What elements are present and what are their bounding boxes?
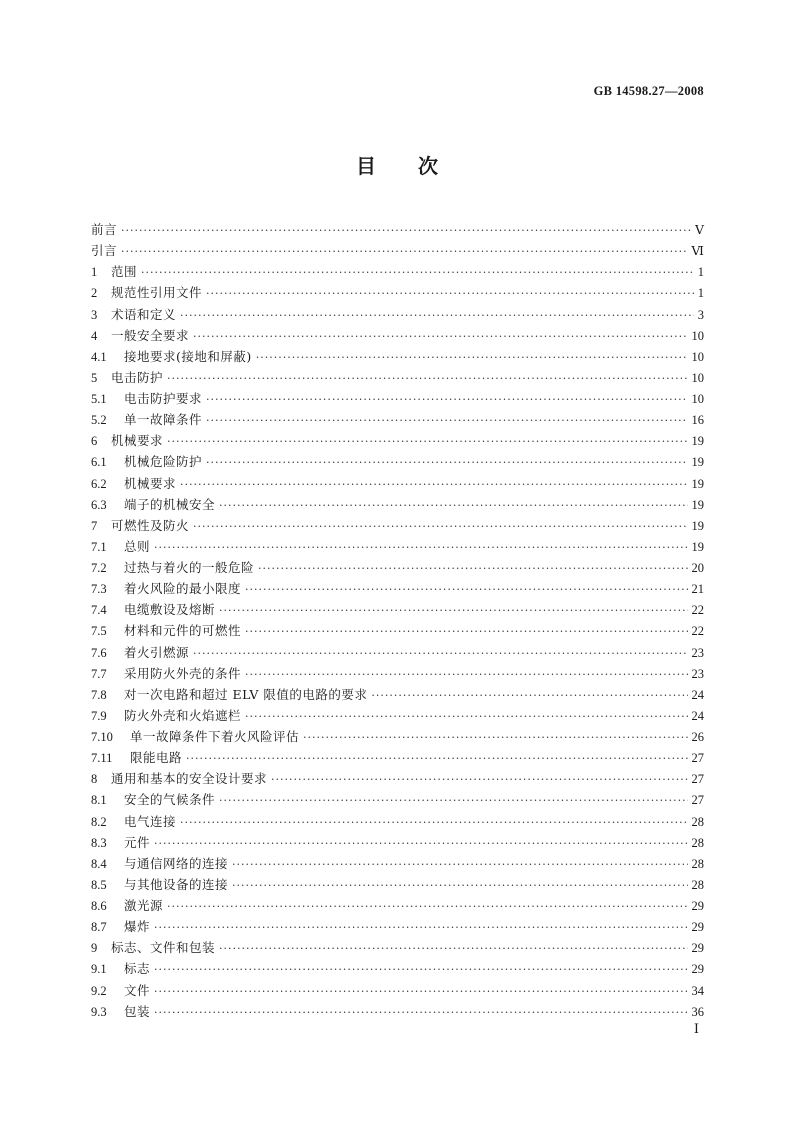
toc-entry-number: 7.9 bbox=[91, 708, 107, 723]
toc-entry-number: 5 bbox=[91, 370, 98, 385]
toc-entry-number: 7.4 bbox=[91, 603, 107, 618]
toc-leader-dots bbox=[193, 643, 687, 664]
toc-entry[interactable] bbox=[91, 325, 704, 346]
toc-leader-dots bbox=[219, 495, 687, 516]
toc-leader-dots bbox=[193, 326, 687, 347]
toc-entry-page: 28 bbox=[691, 877, 704, 892]
toc-entry-page: 10 bbox=[691, 328, 704, 343]
toc-entry[interactable] bbox=[91, 663, 704, 684]
toc-entry-title: 端子的机械安全 bbox=[124, 496, 216, 512]
toc-entry-title: 接地要求(接地和屏蔽) bbox=[124, 348, 252, 364]
toc-entry-number: 9 bbox=[91, 941, 98, 956]
toc-entry-title: 标志 bbox=[124, 961, 151, 977]
toc-entry[interactable] bbox=[91, 430, 704, 451]
toc-entry[interactable] bbox=[91, 726, 704, 747]
toc-leader-dots bbox=[154, 917, 687, 938]
toc-entry-page: 23 bbox=[691, 645, 704, 660]
toc-entry-title: 一般安全要求 bbox=[111, 327, 190, 343]
toc-entry-number: 6.2 bbox=[91, 476, 107, 491]
toc-entry-title: 前言 bbox=[91, 222, 118, 237]
toc-entry[interactable] bbox=[91, 895, 704, 916]
toc-leader-dots bbox=[154, 1002, 687, 1023]
toc-entry[interactable] bbox=[91, 853, 704, 874]
toc-entry-page: 16 bbox=[691, 413, 704, 428]
toc-leader-dots bbox=[180, 812, 687, 833]
toc-entry-number: 4 bbox=[91, 328, 98, 343]
toc-entry[interactable] bbox=[91, 747, 704, 768]
toc-entry-number: 7.1 bbox=[91, 539, 107, 554]
toc-entry[interactable] bbox=[91, 789, 704, 810]
toc-leader-dots bbox=[271, 769, 687, 790]
toc-leader-dots bbox=[245, 706, 687, 727]
toc-leader-dots bbox=[180, 305, 694, 326]
toc-entry-number: 4.1 bbox=[91, 349, 107, 364]
toc-entry[interactable] bbox=[91, 620, 704, 641]
toc-entry-page: 29 bbox=[691, 941, 704, 956]
toc-entry-number: 6.3 bbox=[91, 497, 107, 512]
toc-entry[interactable] bbox=[91, 768, 704, 789]
toc-entry-title: 文件 bbox=[124, 982, 151, 998]
toc-entry-number: 8.6 bbox=[91, 899, 107, 913]
toc-entry-title: 与通信网络的连接 bbox=[124, 855, 229, 871]
toc-entry[interactable] bbox=[91, 261, 704, 282]
toc-entry[interactable] bbox=[91, 916, 704, 937]
toc-entry-page: 28 bbox=[691, 814, 704, 829]
toc-entry-page: 19 bbox=[691, 476, 704, 491]
toc-entry-title: 安全的气候条件 bbox=[124, 792, 216, 808]
toc-leader-dots bbox=[206, 452, 687, 473]
toc-entry[interactable] bbox=[91, 958, 704, 979]
toc-entry[interactable] bbox=[91, 304, 704, 325]
toc-leader-dots bbox=[232, 875, 687, 896]
toc-leader-dots bbox=[154, 959, 687, 980]
toc-entry-page: 1 bbox=[697, 286, 704, 301]
toc-entry-title: 范围 bbox=[111, 264, 138, 280]
toc-leader-dots bbox=[186, 748, 687, 769]
toc-entry-number: 9.2 bbox=[91, 983, 107, 998]
toc-leader-dots bbox=[371, 685, 687, 706]
toc-entry[interactable] bbox=[91, 388, 704, 409]
toc-entry-page: 29 bbox=[691, 920, 704, 935]
toc-entry[interactable] bbox=[91, 451, 704, 472]
toc-entry-number: 7.7 bbox=[91, 666, 107, 681]
toc-entry-title: 标志、文件和包装 bbox=[111, 940, 216, 956]
toc-entry[interactable] bbox=[91, 980, 704, 1001]
toc-entry[interactable] bbox=[91, 346, 704, 367]
toc-entry-number: 9.1 bbox=[91, 962, 107, 977]
toc-entry-page: 10 bbox=[691, 392, 704, 406]
toc-entry-page: Ⅵ bbox=[691, 244, 704, 259]
toc-leader-dots bbox=[245, 664, 687, 685]
toc-entry-title: 着火风险的最小限度 bbox=[124, 581, 242, 597]
toc-entry-page: 10 bbox=[691, 370, 704, 385]
toc-entry[interactable] bbox=[91, 642, 704, 663]
toc-entry-title: 限能电路 bbox=[130, 750, 183, 766]
toc-entry-title: 防火外壳和火焰遮栏 bbox=[124, 707, 242, 723]
toc-entry-title: 与其他设备的连接 bbox=[124, 876, 229, 892]
toc-entry-page: 19 bbox=[691, 497, 704, 512]
toc-entry[interactable] bbox=[91, 578, 704, 599]
toc-leader-dots bbox=[303, 727, 687, 748]
toc-entry[interactable] bbox=[91, 811, 704, 832]
toc-entry-title: 激光源 bbox=[124, 898, 164, 913]
toc-leader-dots bbox=[219, 600, 687, 621]
toc-leader-dots bbox=[232, 854, 687, 875]
toc-entry-title: 电气连接 bbox=[124, 813, 177, 829]
toc-entry-title: 引言 bbox=[91, 243, 118, 259]
toc-entry[interactable] bbox=[91, 1001, 704, 1022]
toc-entry-page: 19 bbox=[691, 539, 704, 554]
toc-entry-page: 21 bbox=[691, 582, 704, 597]
toc-entry-number: 8.1 bbox=[91, 793, 107, 808]
toc-entry-page: 28 bbox=[691, 856, 704, 871]
toc-entry-number: 8.5 bbox=[91, 877, 107, 892]
toc-leader-dots bbox=[154, 833, 687, 854]
toc-entry-number: 9.3 bbox=[91, 1004, 107, 1019]
toc-entry[interactable] bbox=[91, 515, 704, 536]
toc-leader-dots bbox=[121, 241, 687, 262]
toc-entry-title: 规范性引用文件 bbox=[111, 285, 203, 301]
toc-leader-dots bbox=[121, 220, 691, 241]
toc-entry-title: 机械危险防护 bbox=[124, 454, 203, 470]
toc-leader-dots bbox=[167, 368, 687, 389]
toc-entry-number: 8.7 bbox=[91, 920, 107, 935]
toc-leader-dots bbox=[206, 410, 687, 431]
toc-entry-page: Ⅴ bbox=[694, 223, 704, 237]
toc-entry-title: 术语和定义 bbox=[111, 306, 177, 322]
toc-entry-number: 7 bbox=[91, 518, 98, 533]
toc-entry-page: 19 bbox=[691, 455, 704, 470]
toc-entry-number: 7.3 bbox=[91, 582, 107, 597]
toc-entry-page: 24 bbox=[691, 708, 704, 723]
toc-entry-page: 3 bbox=[697, 307, 704, 322]
toc-leader-dots bbox=[219, 790, 687, 811]
toc-entry-page: 19 bbox=[691, 434, 704, 449]
toc-entry[interactable] bbox=[91, 409, 704, 430]
toc-entry-number: 7.11 bbox=[91, 751, 113, 766]
toc-entry[interactable] bbox=[91, 832, 704, 853]
toc-entry-title: 电击防护 bbox=[111, 369, 164, 385]
toc-entry-number: 6 bbox=[91, 434, 98, 449]
toc-leader-dots bbox=[141, 262, 694, 283]
toc-entry-number: 3 bbox=[91, 307, 98, 322]
toc-entry[interactable] bbox=[91, 557, 704, 578]
toc-leader-dots bbox=[180, 474, 687, 495]
toc-leader-dots bbox=[193, 516, 687, 537]
toc-leader-dots bbox=[167, 896, 687, 917]
toc-entry-page: 23 bbox=[691, 666, 704, 681]
toc-entry-page: 26 bbox=[691, 730, 704, 744]
toc-entry-title: 材料和元件的可燃性 bbox=[124, 623, 242, 639]
toc-entry[interactable] bbox=[91, 473, 704, 494]
table-of-contents bbox=[91, 219, 704, 1022]
toc-entry[interactable] bbox=[91, 874, 704, 895]
toc-entry-page: 28 bbox=[691, 835, 704, 850]
toc-leader-dots bbox=[256, 347, 688, 368]
toc-entry-page: 27 bbox=[691, 772, 704, 787]
toc-entry-title: 机械要求 bbox=[111, 433, 164, 449]
toc-entry[interactable] bbox=[91, 367, 704, 388]
toc-entry-title: 包装 bbox=[124, 1003, 151, 1019]
toc-entry-title: 电击防护要求 bbox=[124, 391, 203, 406]
toc-entry[interactable] bbox=[91, 536, 704, 557]
toc-leader-dots bbox=[245, 579, 687, 600]
toc-entry-title: 采用防火外壳的条件 bbox=[124, 665, 242, 681]
toc-entry-title: 过热与着火的一般危险 bbox=[124, 560, 255, 575]
toc-entry-title: 单一故障条件下着火风险评估 bbox=[130, 729, 300, 744]
toc-entry[interactable] bbox=[91, 219, 704, 240]
toc-entry-page: 27 bbox=[691, 751, 704, 766]
toc-entry[interactable] bbox=[91, 599, 704, 620]
toc-entry-page: 19 bbox=[691, 518, 704, 533]
toc-entry-number: 7.2 bbox=[91, 561, 107, 575]
toc-entry[interactable] bbox=[91, 684, 704, 705]
toc-leader-dots bbox=[219, 938, 687, 959]
toc-leader-dots bbox=[154, 537, 687, 558]
toc-entry-number: 8.3 bbox=[91, 835, 107, 850]
toc-entry-number: 8.2 bbox=[91, 814, 107, 829]
toc-entry-title: 对一次电路和超过 ELV 限值的电路的要求 bbox=[124, 686, 368, 702]
toc-entry-page: 29 bbox=[691, 962, 704, 977]
toc-leader-dots bbox=[206, 389, 687, 410]
toc-entry-title: 机械要求 bbox=[124, 475, 177, 491]
toc-leader-dots bbox=[258, 558, 687, 579]
toc-entry-title: 元件 bbox=[124, 834, 151, 850]
toc-entry-number: 8 bbox=[91, 772, 98, 787]
toc-entry[interactable] bbox=[91, 240, 704, 261]
toc-entry-title: 爆炸 bbox=[124, 919, 151, 935]
toc-entry-page: 20 bbox=[691, 561, 704, 575]
toc-entry-title: 总则 bbox=[124, 538, 151, 554]
toc-entry[interactable] bbox=[91, 705, 704, 726]
toc-entry-page: 22 bbox=[691, 624, 704, 639]
toc-entry-number: 7.10 bbox=[91, 730, 113, 744]
toc-entry-number: 1 bbox=[91, 265, 98, 280]
toc-entry-page: 1 bbox=[697, 265, 704, 280]
toc-entry-title: 单一故障条件 bbox=[124, 412, 203, 428]
toc-entry-page: 34 bbox=[691, 983, 704, 998]
toc-entry-number: 7.6 bbox=[91, 645, 107, 660]
toc-entry-number: 7.8 bbox=[91, 687, 107, 702]
toc-entry-number: 6.1 bbox=[91, 455, 107, 470]
toc-entry-page: 29 bbox=[691, 899, 704, 913]
toc-entry-number: 7.5 bbox=[91, 624, 107, 639]
toc-leader-dots bbox=[167, 431, 687, 452]
toc-entry-page: 24 bbox=[691, 687, 704, 702]
toc-entry-number: 5.2 bbox=[91, 413, 107, 428]
toc-entry-page: 36 bbox=[691, 1004, 704, 1019]
toc-leader-dots bbox=[245, 621, 687, 642]
toc-entry[interactable] bbox=[91, 937, 704, 958]
toc-entry[interactable] bbox=[91, 282, 704, 303]
toc-leader-dots bbox=[154, 981, 687, 1002]
toc-entry-page: 27 bbox=[691, 793, 704, 808]
toc-entry-number: 2 bbox=[91, 286, 98, 301]
toc-leader-dots bbox=[206, 283, 694, 304]
toc-entry-number: 5.1 bbox=[91, 392, 107, 406]
toc-entry-title: 可燃性及防火 bbox=[111, 517, 190, 533]
toc-entry-title: 电缆敷设及熔断 bbox=[124, 602, 216, 618]
page-title: 目次 bbox=[356, 154, 480, 178]
toc-entry-title: 通用和基本的安全设计要求 bbox=[111, 771, 268, 787]
page-number: Ⅰ bbox=[693, 1021, 699, 1036]
toc-entry-page: 22 bbox=[691, 603, 704, 618]
toc-entry-number: 8.4 bbox=[91, 856, 107, 871]
standard-code: GB 14598.27—2008 bbox=[593, 84, 704, 98]
toc-entry-title: 着火引燃源 bbox=[124, 644, 190, 660]
toc-entry-page: 10 bbox=[691, 349, 704, 364]
toc-entry[interactable] bbox=[91, 494, 704, 515]
